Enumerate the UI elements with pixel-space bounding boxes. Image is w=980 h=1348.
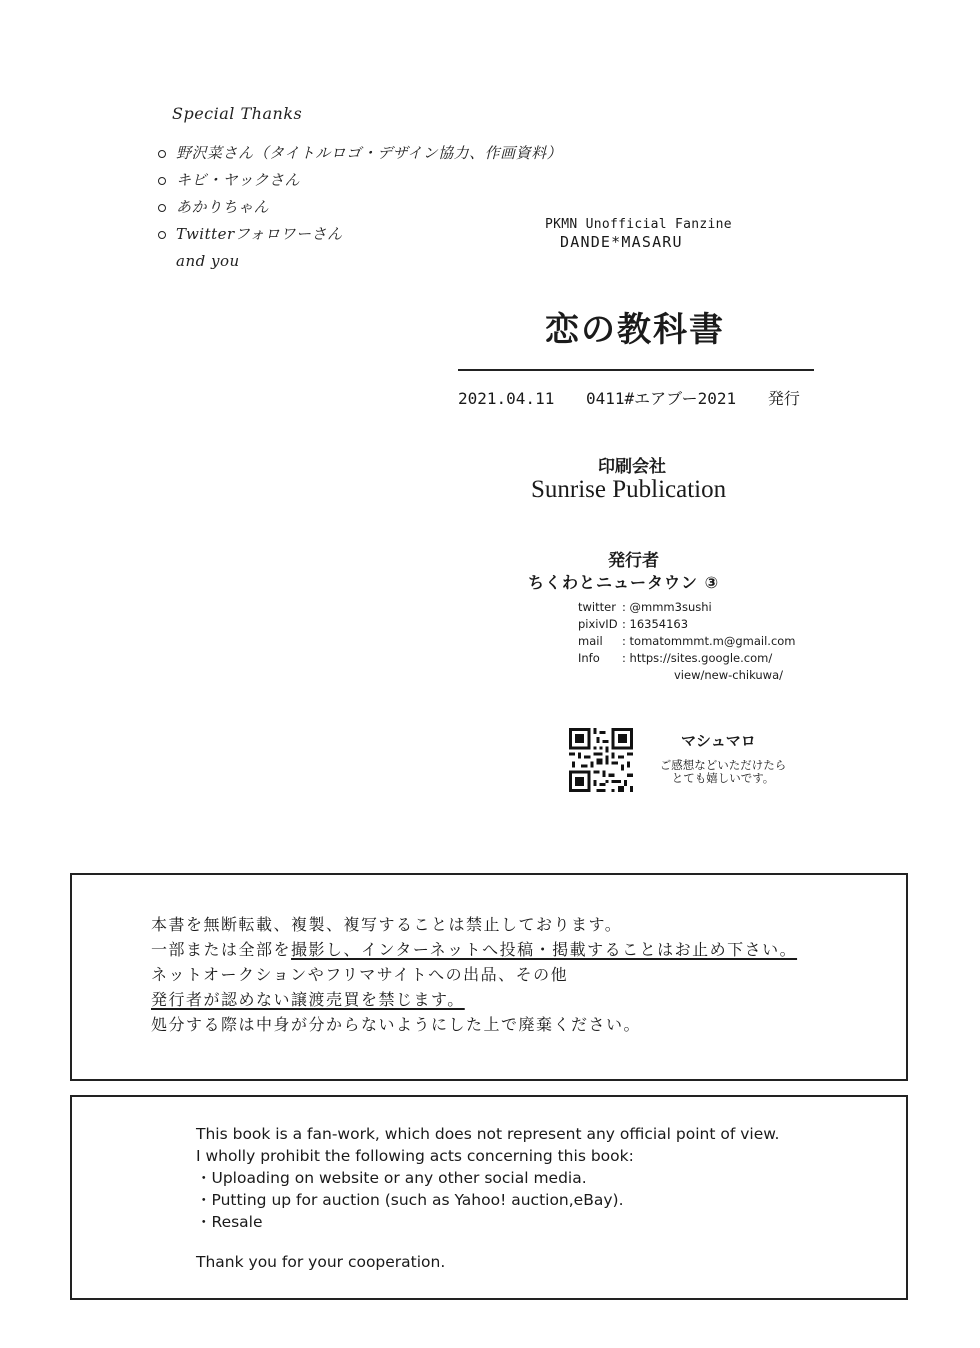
- bullet-icon: [158, 231, 166, 239]
- issue-label: 発行: [767, 389, 800, 408]
- pairing-title: DANDE*MASARU: [560, 233, 683, 251]
- contact-row-info: Info : https://sites.google.com/: [578, 651, 773, 665]
- thanks-item: キビ・ヤックさん: [158, 167, 562, 194]
- thanks-closing: and you: [176, 252, 240, 270]
- notice-japanese-text: 本書を無断転載、複製、複写することは禁止しております。 一部または全部を撮影し、インターネットへ投稿・掲載することはお止め下さい。 ネットオークションやフリマサイトへの出品、その他 発行者が認めない譲渡売買を禁じます。 処分する際は中身が分からないようにした上で廃棄ください。: [151, 915, 798, 1034]
- contact-info-continued: view/new-chikuwa/: [674, 668, 784, 682]
- contact-row-mail: mail : tomatommmt.m@gmail.com: [578, 634, 796, 648]
- bullet-icon: [158, 177, 166, 185]
- qr-title: マシュマロ: [681, 732, 756, 750]
- publisher-label: 発行者: [608, 551, 659, 571]
- qr-note: ご感想などいただけたら とても嬉しいです。: [659, 758, 787, 785]
- issue-event: 0411#エアブー2021: [585, 389, 737, 408]
- thanks-item: 野沢菜さん（タイトルロゴ・デザイン協力、作画資料）: [158, 140, 562, 167]
- printer-name: Sunrise Publication: [531, 476, 727, 503]
- issue-info: [458, 386, 822, 409]
- special-thanks-heading: Special Thanks: [172, 104, 303, 123]
- thanks-list: [158, 140, 562, 248]
- book-title: 恋の教科書: [545, 310, 725, 350]
- bullet-icon: [158, 150, 166, 158]
- thanks-item: Twitterフォロワーさん: [158, 221, 562, 248]
- notice-english-text: This book is a fan-work, which does not represent any official point of view. I wholly prohibit the following acts concerning this book: ・Uploading on website or any other social media. ・Putting up for auction (such as Yahoo! auction,eBay). ・Resale Thank you for your cooperation.: [196, 1125, 780, 1271]
- thanks-item: あかりちゃん: [158, 194, 562, 221]
- bullet-icon: [158, 204, 166, 212]
- fanzine-label: PKMN Unofficial Fanzine: [545, 217, 732, 232]
- printer-label: 印刷会社: [598, 457, 666, 477]
- contact-row-twitter: twitter : @mmm3sushi: [578, 600, 712, 614]
- contact-row-pixiv: pixivID : 16354163: [578, 617, 689, 631]
- issue-date: 2021.04.11: [458, 389, 555, 408]
- title-divider: [458, 369, 814, 371]
- qr-code-icon: [569, 728, 633, 792]
- contact-list: [578, 599, 796, 684]
- publisher-name: ちくわとニュータウン ③: [528, 573, 720, 592]
